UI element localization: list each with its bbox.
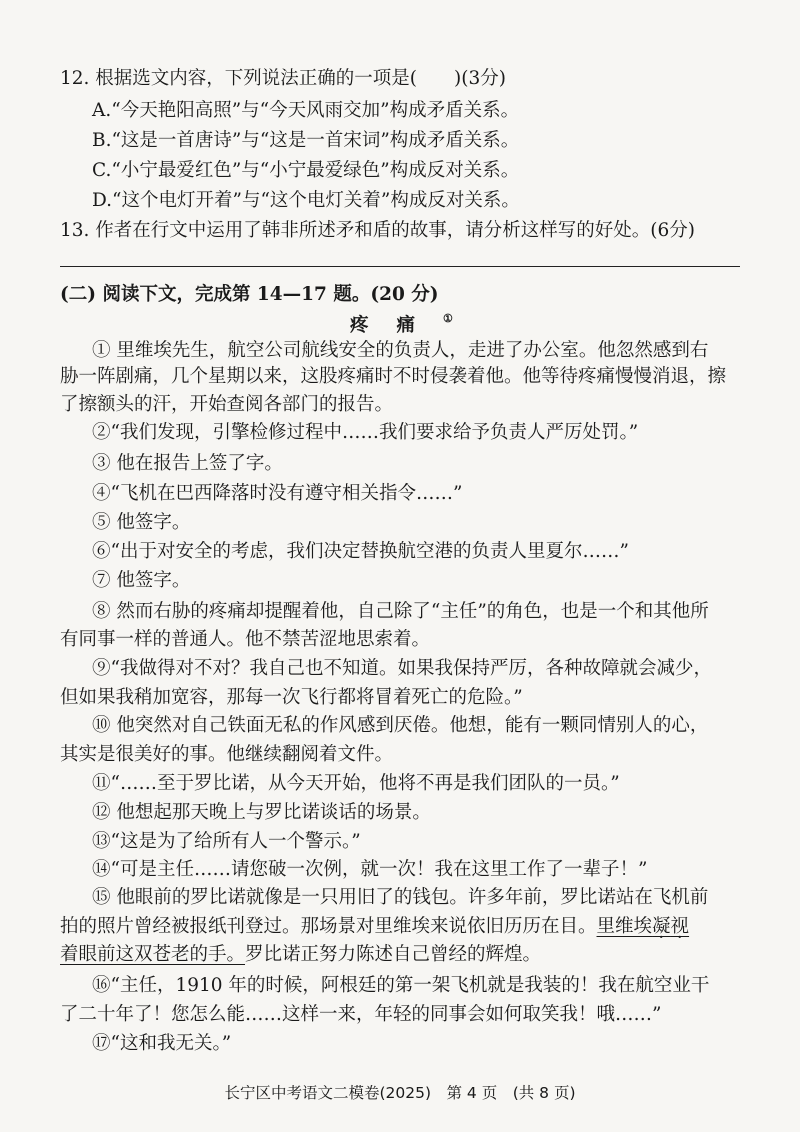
paragraph-7: ⑦ 他签字。 <box>92 570 191 591</box>
paragraph-15-line-3-text: 罗比诺正努力陈述自己曾经的辉煌。 <box>245 944 542 965</box>
paragraph-17: ⑰“这和我无关。” <box>92 1033 232 1054</box>
underlined-sentence-part-2: 着眼前这双苍老的手。 <box>60 944 246 965</box>
paragraph-8-line-2: 有同事一样的普通人。他不禁苦涩地思索着。 <box>60 629 431 650</box>
title-footnote-mark: ① <box>443 312 453 325</box>
section-heading: (二) 阅读下文，完成第 14—17 题。(20 分) <box>60 284 439 305</box>
paragraph-13: ⑬“这是为了给所有人一个警示。” <box>92 831 361 852</box>
paragraph-11: ⑪“……至于罗比诺，从今天开始，他将不再是我们团队的一员。” <box>92 773 620 794</box>
paragraph-15-line-2 <box>60 914 800 940</box>
passage-title-text: 疼痛 <box>350 315 444 337</box>
answer-line <box>60 266 740 267</box>
paragraph-14: ⑭“可是主任……请您破一次例，就一次！我在这里工作了一辈子！” <box>92 859 648 880</box>
paragraph-15-line-2-text: 拍的照片曾经被报纸刊登过。那场景对里维埃来说依旧历历在目。 <box>60 916 597 937</box>
paragraph-3: ③ 他在报告上签了字。 <box>92 453 283 474</box>
paragraph-5: ⑤ 他签字。 <box>92 512 191 533</box>
passage-title <box>350 308 800 339</box>
paragraph-2: ②“我们发现，引擎检修过程中……我们要求给予负责人严厉处罚。” <box>92 422 639 443</box>
page-footer: 长宁区中考语文二模卷(2025) 第 4 页 (共 8 页) <box>224 1084 576 1102</box>
underlined-sentence-part-1: 里维埃凝视 <box>596 916 690 937</box>
emphasis-dot-ning: 凝 <box>652 916 671 937</box>
paragraph-6: ⑥“出于对安全的考虑，我们决定替换航空港的负责人里夏尔……” <box>92 541 629 562</box>
paragraph-8-line-1: ⑧ 然而右胁的疼痛却提醒着他，自己除了“主任”的角色，也是一个和其他所 <box>92 601 709 622</box>
paragraph-1-line-2: 胁一阵剧痛，几个星期以来，这股疼痛时不时侵袭着他。他等待疼痛慢慢消退，擦 <box>60 366 727 387</box>
question-12-option-a: A.“今天艳阳高照”与“今天风雨交加”构成矛盾关系。 <box>92 100 520 121</box>
emphasis-dot-shi: 视 <box>670 916 690 937</box>
paragraph-4: ④“飞机在巴西降落时没有遵守相关指令……” <box>92 483 463 504</box>
paragraph-15-line-3 <box>60 942 800 968</box>
paragraph-9-line-1: ⑨“我做得对不对？我自己也不知道。如果我保持严厉，各种故障就会减少， <box>92 658 712 679</box>
paragraph-16-line-2: 了二十年了！您怎么能……这样一来，年轻的同事会如何取笑我！哦……” <box>60 1004 662 1025</box>
question-13-stem: 13. 作者在行文中运用了韩非所述矛和盾的故事，请分析这样写的好处。(6分) <box>60 220 696 241</box>
paragraph-16-line-1: ⑯“主任，1910 年的时候，阿根廷的第一架飞机就是我装的！我在航空业干 <box>92 975 710 996</box>
paragraph-12: ⑫ 他想起那天晚上与罗比诺谈话的场景。 <box>92 802 431 823</box>
paragraph-1-line-3: 了擦额头的汗，开始查阅各部门的报告。 <box>60 394 394 415</box>
question-12-option-d: D.“这个电灯开着”与“这个电灯关着”构成反对关系。 <box>92 190 520 211</box>
question-12-option-b: B.“这是一首唐诗”与“这是一首宋词”构成矛盾关系。 <box>92 130 520 151</box>
question-12-stem: 12. 根据选文内容，下列说法正确的一项是( )(3分) <box>60 68 506 89</box>
paragraph-15-line-1: ⑮ 他眼前的罗比诺就像是一只用旧了的钱包。许多年前，罗比诺站在飞机前 <box>92 887 709 908</box>
paragraph-10-line-1: ⑩ 他突然对自己铁面无私的作风感到厌倦。他想，能有一颗同情别人的心， <box>92 715 709 736</box>
paragraph-1-line-1: ① 里维埃先生，航空公司航线安全的负责人，走进了办公室。他忽然感到右 <box>92 340 709 361</box>
paragraph-10-line-2: 其实是很美好的事。他继续翻阅着文件。 <box>60 744 394 765</box>
paragraph-9-line-2: 但如果我稍加宽容，那每一次飞行都将冒着死亡的危险。” <box>60 687 523 708</box>
question-12-option-c: C.“小宁最爱红色”与“小宁最爱绿色”构成反对关系。 <box>92 160 520 181</box>
